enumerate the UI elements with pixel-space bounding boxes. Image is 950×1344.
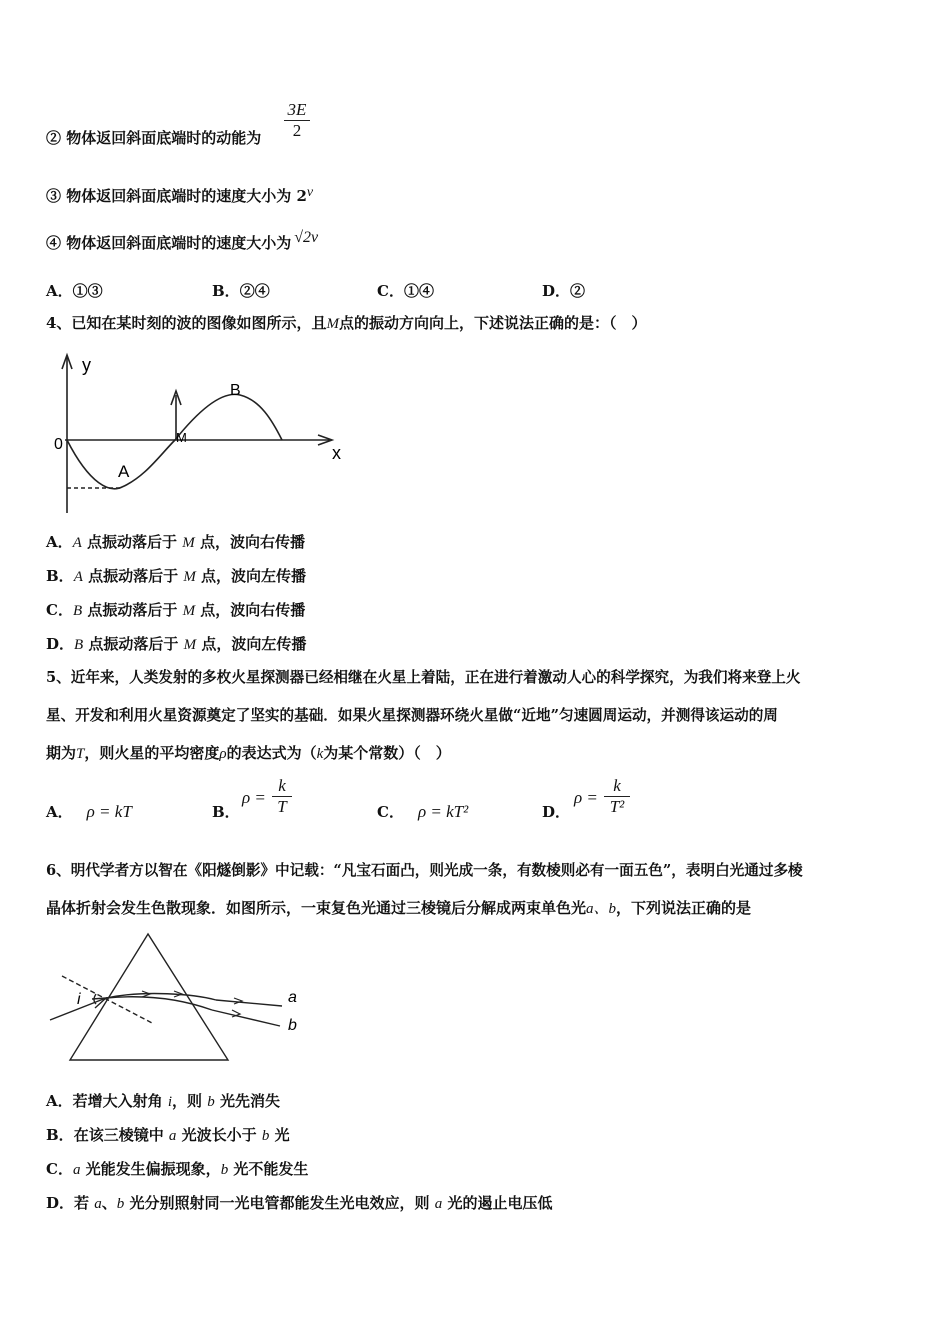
option-text: ②④: [239, 282, 270, 300]
q5-stem-line-3: [46, 743, 451, 764]
q6-option-a[interactable]: [46, 1091, 280, 1112]
q4-stem: [46, 313, 646, 334]
option-var: b: [261, 1128, 270, 1144]
option-text: ①④: [403, 282, 434, 300]
option-text: 点振动落后于: [83, 635, 184, 653]
fraction-numerator: 3E: [287, 100, 307, 119]
option-text: 点振动落后于: [82, 567, 184, 585]
fraction-denominator: T: [277, 797, 287, 816]
option-text: 点，波向左传播: [195, 567, 307, 585]
option-var: a: [94, 1196, 102, 1212]
option-label: C．: [377, 282, 404, 300]
q5-text: 的表达式为（: [226, 744, 317, 762]
q3-item-4-text: ④ 物体返回斜面底端时的速度大小为: [46, 234, 292, 252]
option-label: C．: [46, 1160, 73, 1178]
q5-var: k: [316, 746, 324, 762]
q5-option-a[interactable]: [46, 802, 132, 822]
option-label: D．: [46, 635, 75, 653]
ray-a-out: [216, 1000, 282, 1006]
option-label: B．: [46, 1126, 74, 1144]
q4-stem-text: 4、已知在某时刻的波的图像如图所示，且: [46, 314, 327, 332]
y-axis-label: y: [82, 355, 91, 375]
wave-curve: [67, 394, 282, 488]
point-a-label: A: [118, 462, 130, 481]
fraction-denominator: T²: [609, 797, 625, 816]
option-text: 光分别照射同一光电管都能发生光电效应，则: [124, 1194, 435, 1212]
option-var: B: [74, 637, 84, 653]
option-text: 光不能发生: [228, 1160, 309, 1178]
q6-stem-line-2: [46, 898, 751, 919]
q5-option-c[interactable]: [377, 802, 468, 822]
option-text: ①③: [72, 282, 103, 300]
q5-var: T: [76, 746, 85, 762]
option-label: A．: [46, 282, 73, 300]
origin-label: 0: [54, 436, 63, 453]
option-label: B．: [46, 567, 74, 585]
ray-b-out: [212, 1010, 280, 1026]
option-label: A．: [46, 803, 73, 821]
q5-option-b-lhs: ρ =: [242, 788, 266, 807]
option-text: 在该三棱镜中: [73, 1126, 169, 1144]
q4-option-c[interactable]: [46, 600, 305, 621]
q4-wave-figure: [50, 345, 350, 515]
q4-option-d[interactable]: [46, 634, 306, 655]
option-text: 点振动落后于: [81, 533, 183, 551]
x-axis-label: x: [332, 443, 341, 463]
q6-stem-line-1: 6、明代学者方以智在《阳燧倒影》中记载：“凡宝石面凸，则光成一条，有数棱则必有一面五色”，表明白光通过多棱: [46, 862, 803, 879]
option-formula: ρ = kT: [86, 802, 132, 821]
q6-text: ，下列说法正确的是: [616, 899, 752, 917]
option-text: 光先消失: [214, 1092, 281, 1110]
q6-prism-figure: [44, 928, 314, 1068]
option-label: C．: [377, 803, 404, 821]
option-label: D．: [542, 282, 571, 300]
q3-item-2: [46, 128, 261, 148]
option-var: i: [167, 1094, 173, 1110]
normal-line: [62, 976, 154, 1024]
q4-stem-var: M: [326, 316, 339, 332]
option-label: C．: [46, 601, 73, 619]
option-var: A: [72, 535, 82, 551]
option-var: a: [168, 1128, 177, 1144]
q5-var: ρ: [219, 746, 227, 762]
option-label: B．: [212, 282, 240, 300]
q5-option-b-fraction: [272, 776, 292, 817]
q6-option-c[interactable]: [46, 1159, 308, 1180]
q5-stem-line-2: 星、开发和利用火星资源奠定了坚实的基础．如果火星探测器环绕火星做“近地”匀速圆周运动，并测得该运动的周: [46, 707, 778, 724]
option-var: A: [73, 569, 83, 585]
fraction-numerator: k: [278, 776, 286, 795]
point-b-label: B: [230, 382, 241, 399]
q5-option-b[interactable]: [212, 802, 240, 822]
point-m-label: M: [176, 430, 187, 445]
q6-var: a、b: [586, 901, 617, 917]
option-text: 光能发生偏振现象，: [80, 1160, 221, 1178]
q3-option-d[interactable]: [542, 281, 585, 301]
fraction-numerator: k: [613, 776, 621, 795]
q3-option-b[interactable]: [212, 281, 270, 301]
option-var: M: [182, 535, 195, 551]
option-label: A．: [46, 1092, 73, 1110]
option-var: M: [182, 603, 196, 619]
option-var: a: [434, 1196, 443, 1212]
fraction-denominator: 2: [292, 121, 302, 140]
option-formula: ρ = kT²: [417, 802, 469, 821]
option-text: 光: [269, 1126, 290, 1144]
q5-option-d-lhs: ρ =: [574, 788, 598, 807]
q4-option-b[interactable]: [46, 566, 306, 587]
option-text: ，则: [172, 1092, 208, 1110]
option-text: 点，波向右传播: [194, 533, 305, 551]
q6-option-b[interactable]: [46, 1125, 290, 1146]
option-label: D．: [46, 1194, 75, 1212]
q6-text: 晶体折射会发生色散现象．如图所示，一束复色光通过三棱镜后分解成两束单色光: [46, 899, 587, 917]
ray-a-label: a: [288, 989, 297, 1006]
q5-text: 为某个常数）（ ）: [323, 744, 451, 762]
option-text: 、: [101, 1194, 117, 1212]
q3-item-3: [46, 186, 313, 208]
q4-stem-text-2: 点的振动方向向上，下述说法正确的是：（ ）: [338, 314, 647, 332]
option-var: M: [183, 569, 196, 585]
ray-b-label: b: [288, 1017, 297, 1034]
option-text: 光波长小于: [176, 1126, 262, 1144]
q3-item-3-text: ③ 物体返回斜面底端时的速度大小为 2: [46, 187, 307, 205]
q5-option-d[interactable]: [542, 802, 570, 822]
q5-option-d-fraction: [604, 776, 630, 817]
option-var: b: [220, 1162, 229, 1178]
option-var: a: [72, 1162, 81, 1178]
option-text: 光的遏止电压低: [442, 1194, 553, 1212]
option-var: B: [72, 603, 83, 619]
q3-item-2-fraction: [284, 100, 310, 141]
q3-item-4-expr: √2v: [294, 229, 319, 246]
option-text: 点，波向右传播: [195, 601, 306, 619]
q6-option-d[interactable]: [46, 1193, 552, 1214]
option-label: B．: [212, 803, 240, 821]
option-label: A．: [46, 533, 73, 551]
q3-item-2-text: ② 物体返回斜面底端时的动能为: [46, 129, 262, 147]
option-var: M: [183, 637, 197, 653]
option-var: b: [116, 1196, 125, 1212]
option-text: 点振动落后于: [82, 601, 183, 619]
arrow-a-3: [234, 998, 242, 1004]
option-var: b: [207, 1094, 215, 1110]
option-text: ②: [570, 282, 586, 300]
q3-item-3-var: v: [306, 185, 314, 200]
q5-text: 期为: [46, 744, 77, 762]
q4-option-a[interactable]: [46, 532, 305, 553]
option-text: 若增大入射角: [72, 1092, 168, 1110]
q5-stem-line-1: 5、近年来，人类发射的多枚火星探测器已经相继在火星上着陆，正在进行着激动人心的科学探究，为我们将来登上火: [46, 669, 801, 686]
option-text: 若: [74, 1194, 95, 1212]
q3-option-a[interactable]: [46, 281, 103, 301]
option-label: D．: [542, 803, 571, 821]
q5-text: ，则火星的平均密度: [84, 744, 220, 762]
angle-i-label: i: [77, 991, 81, 1008]
option-text: 点，波向左传播: [196, 635, 307, 653]
q3-option-c[interactable]: [377, 281, 434, 301]
q3-item-4: [46, 229, 319, 254]
